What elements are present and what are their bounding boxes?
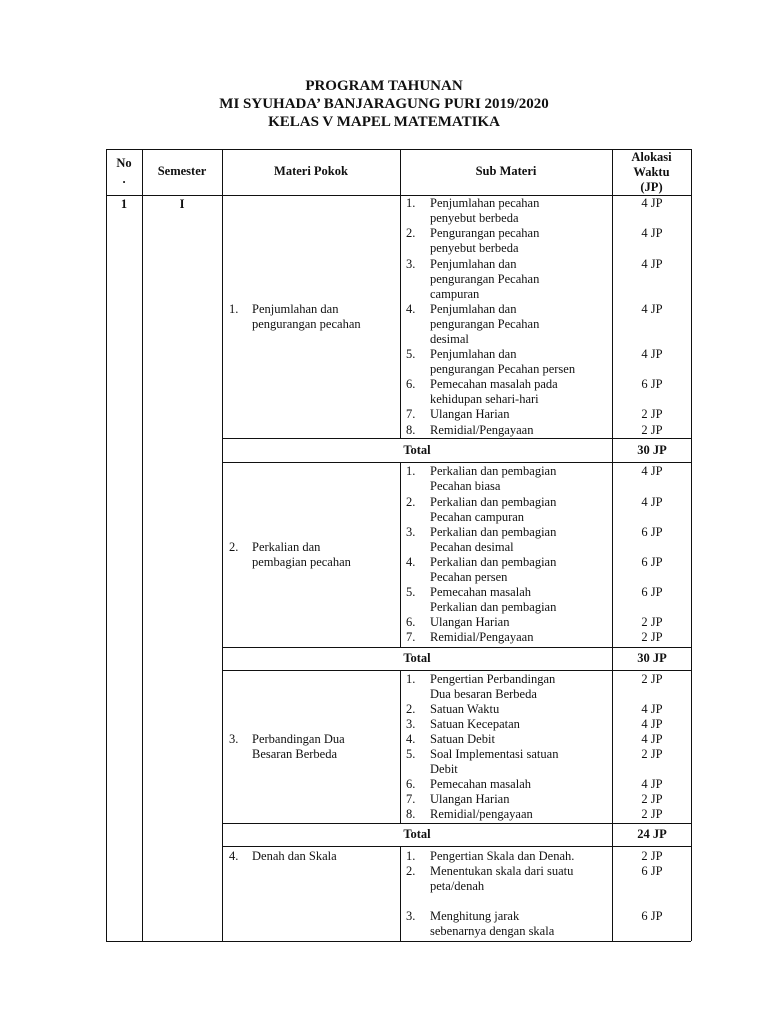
materi-pokok-text: Penjumlahan dan bbox=[252, 302, 339, 316]
sub-materi-text: Pecahan desimal bbox=[430, 540, 514, 554]
sub-materi-number: 1. bbox=[406, 849, 416, 863]
sub-materi-text: Perkalian dan pembagian bbox=[430, 495, 557, 509]
materi-pokok-text: pembagian pecahan bbox=[252, 555, 351, 569]
header-jp: (JP) bbox=[640, 180, 663, 194]
sub-materi-number: 5. bbox=[406, 585, 416, 599]
sub-materi-text: Penjumlahan dan bbox=[430, 302, 517, 316]
table-row-divider bbox=[222, 438, 691, 439]
table-col-divider bbox=[400, 846, 401, 941]
sub-materi-text: Perkalian dan pembagian bbox=[430, 600, 557, 614]
table-col-divider bbox=[142, 149, 143, 941]
sub-materi-text: Satuan Kecepatan bbox=[430, 717, 520, 731]
jp-value: 6 JP bbox=[641, 585, 663, 599]
table-row-divider bbox=[222, 846, 691, 847]
table-col-divider bbox=[400, 149, 401, 438]
sub-materi-text: Pecahan persen bbox=[430, 570, 508, 584]
jp-value: 2 JP bbox=[641, 672, 663, 686]
total-value: 30 JP bbox=[637, 651, 667, 665]
sub-materi-text: Dua besaran Berbeda bbox=[430, 687, 537, 701]
sub-materi-text: Remidial/pengayaan bbox=[430, 807, 533, 821]
jp-value: 2 JP bbox=[641, 615, 663, 629]
sub-materi-text: Pengertian Skala dan Denah. bbox=[430, 849, 575, 863]
table-row-divider bbox=[222, 670, 691, 671]
sub-materi-text: Pecahan campuran bbox=[430, 510, 525, 524]
sub-materi-text: Penjumlahan dan bbox=[430, 347, 517, 361]
table-border-left bbox=[106, 149, 107, 941]
sub-materi-text: Perkalian dan pembagian bbox=[430, 555, 557, 569]
sub-materi-number: 3. bbox=[406, 717, 416, 731]
sub-materi-number: 2. bbox=[406, 495, 416, 509]
sub-materi-number: 2. bbox=[406, 226, 416, 240]
sub-materi-number: 5. bbox=[406, 747, 416, 761]
sub-materi-number: 3. bbox=[406, 525, 416, 539]
jp-value: 4 JP bbox=[641, 302, 663, 316]
jp-value: 4 JP bbox=[641, 495, 663, 509]
sub-materi-text: Satuan Debit bbox=[430, 732, 495, 746]
sub-materi-number: 4. bbox=[406, 555, 416, 569]
sub-materi-number: 1. bbox=[406, 672, 416, 686]
total-value: 30 JP bbox=[637, 443, 667, 457]
materi-pokok-text: Besaran Berbeda bbox=[252, 747, 338, 761]
sub-materi-number: 3. bbox=[406, 257, 416, 271]
jp-value: 4 JP bbox=[641, 732, 663, 746]
total-value: 24 JP bbox=[637, 827, 667, 841]
jp-value: 2 JP bbox=[641, 792, 663, 806]
total-label: Total bbox=[403, 651, 431, 665]
doc-title-line-1: PROGRAM TAHUNAN bbox=[305, 78, 463, 94]
sub-materi-number: 7. bbox=[406, 792, 416, 806]
sub-materi-text: Ulangan Harian bbox=[430, 615, 510, 629]
jp-value: 2 JP bbox=[641, 747, 663, 761]
sub-materi-text: Menghitung jarak bbox=[430, 909, 520, 923]
sub-materi-number: 5. bbox=[406, 347, 416, 361]
sub-materi-number: 6. bbox=[406, 777, 416, 791]
sub-materi-text: Pengertian Perbandingan bbox=[430, 672, 556, 686]
sub-materi-text: Remidial/Pengayaan bbox=[430, 630, 534, 644]
sub-materi-text: pengurangan Pecahan persen bbox=[430, 362, 576, 376]
sub-materi-text: campuran bbox=[430, 287, 480, 301]
sub-materi-text: sebenarnya dengan skala bbox=[430, 924, 555, 938]
sub-materi-text: desimal bbox=[430, 332, 469, 346]
header-no: No bbox=[116, 156, 132, 170]
sub-materi-text: Perkalian dan pembagian bbox=[430, 525, 557, 539]
header-waktu: Waktu bbox=[633, 165, 670, 179]
row-semester: I bbox=[179, 197, 185, 211]
sub-materi-text: Menentukan skala dari suatu bbox=[430, 864, 574, 878]
table-col-divider bbox=[400, 670, 401, 823]
sub-materi-number: 3. bbox=[406, 909, 416, 923]
sub-materi-text: Pecahan biasa bbox=[430, 479, 501, 493]
sub-materi-number: 6. bbox=[406, 377, 416, 391]
materi-pokok-text: Denah dan Skala bbox=[252, 849, 337, 863]
sub-materi-text: Penjumlahan dan bbox=[430, 257, 517, 271]
sub-materi-text: Pemecahan masalah bbox=[430, 777, 531, 791]
materi-number: 4. bbox=[229, 849, 239, 863]
jp-value: 6 JP bbox=[641, 864, 663, 878]
materi-pokok-text: pengurangan pecahan bbox=[252, 317, 361, 331]
jp-value: 2 JP bbox=[641, 849, 663, 863]
sub-materi-text: penyebut berbeda bbox=[430, 211, 519, 225]
sub-materi-text: pengurangan Pecahan bbox=[430, 272, 540, 286]
sub-materi-text: Soal Implementasi satuan bbox=[430, 747, 559, 761]
row-number: 1 bbox=[120, 197, 128, 211]
jp-value: 4 JP bbox=[641, 257, 663, 271]
table-col-divider bbox=[400, 462, 401, 647]
table-row-divider bbox=[222, 823, 691, 824]
jp-value: 6 JP bbox=[641, 909, 663, 923]
jp-value: 2 JP bbox=[641, 407, 663, 421]
header-materi-pokok: Materi Pokok bbox=[274, 164, 348, 178]
header-no-dot: . bbox=[122, 172, 126, 186]
sub-materi-text: kehidupan sehari-hari bbox=[430, 392, 539, 406]
sub-materi-text: peta/denah bbox=[430, 879, 485, 893]
header-alokasi: Alokasi bbox=[631, 150, 672, 164]
table-border-right bbox=[691, 149, 692, 941]
table-border-bottom bbox=[106, 941, 691, 942]
jp-value: 6 JP bbox=[641, 525, 663, 539]
jp-value: 2 JP bbox=[641, 630, 663, 644]
jp-value: 4 JP bbox=[641, 702, 663, 716]
materi-pokok-text: Perbandingan Dua bbox=[252, 732, 345, 746]
sub-materi-text: penyebut berbeda bbox=[430, 241, 519, 255]
doc-title-line-3: KELAS V MAPEL MATEMATIKA bbox=[268, 114, 500, 130]
sub-materi-text: Debit bbox=[430, 762, 458, 776]
table-row-divider bbox=[222, 647, 691, 648]
materi-pokok-text: Perkalian dan bbox=[252, 540, 321, 554]
jp-value: 4 JP bbox=[641, 196, 663, 210]
sub-materi-number: 7. bbox=[406, 407, 416, 421]
sub-materi-number: 8. bbox=[406, 423, 416, 437]
jp-value: 4 JP bbox=[641, 777, 663, 791]
sub-materi-number: 4. bbox=[406, 732, 416, 746]
jp-value: 2 JP bbox=[641, 807, 663, 821]
sub-materi-text: Perkalian dan pembagian bbox=[430, 464, 557, 478]
materi-number: 1. bbox=[229, 302, 239, 316]
jp-value: 4 JP bbox=[641, 464, 663, 478]
materi-number: 2. bbox=[229, 540, 239, 554]
sub-materi-number: 1. bbox=[406, 196, 416, 210]
sub-materi-text: Satuan Waktu bbox=[430, 702, 500, 716]
header-sub-materi: Sub Materi bbox=[475, 164, 537, 178]
table-row-divider bbox=[222, 462, 691, 463]
jp-value: 6 JP bbox=[641, 377, 663, 391]
total-label: Total bbox=[403, 827, 431, 841]
jp-value: 4 JP bbox=[641, 347, 663, 361]
sub-materi-text: Penjumlahan pecahan bbox=[430, 196, 540, 210]
jp-value: 6 JP bbox=[641, 555, 663, 569]
sub-materi-number: 1. bbox=[406, 464, 416, 478]
sub-materi-number: 7. bbox=[406, 630, 416, 644]
sub-materi-text: Pemecahan masalah pada bbox=[430, 377, 558, 391]
sub-materi-number: 2. bbox=[406, 702, 416, 716]
table-border-top bbox=[106, 149, 691, 150]
sub-materi-text: Ulangan Harian bbox=[430, 792, 510, 806]
sub-materi-text: Remidial/Pengayaan bbox=[430, 423, 534, 437]
sub-materi-number: 8. bbox=[406, 807, 416, 821]
jp-value: 2 JP bbox=[641, 423, 663, 437]
sub-materi-text: Pengurangan pecahan bbox=[430, 226, 540, 240]
jp-value: 4 JP bbox=[641, 226, 663, 240]
doc-title-line-2: MI SYUHADA’ BANJARAGUNG PURI 2019/2020 bbox=[219, 96, 549, 112]
sub-materi-number: 4. bbox=[406, 302, 416, 316]
sub-materi-number: 6. bbox=[406, 615, 416, 629]
materi-number: 3. bbox=[229, 732, 239, 746]
total-label: Total bbox=[403, 443, 431, 457]
sub-materi-text: pengurangan Pecahan bbox=[430, 317, 540, 331]
sub-materi-text: Pemecahan masalah bbox=[430, 585, 531, 599]
jp-value: 4 JP bbox=[641, 717, 663, 731]
sub-materi-number: 2. bbox=[406, 864, 416, 878]
sub-materi-text: Ulangan Harian bbox=[430, 407, 510, 421]
header-semester: Semester bbox=[157, 164, 207, 178]
